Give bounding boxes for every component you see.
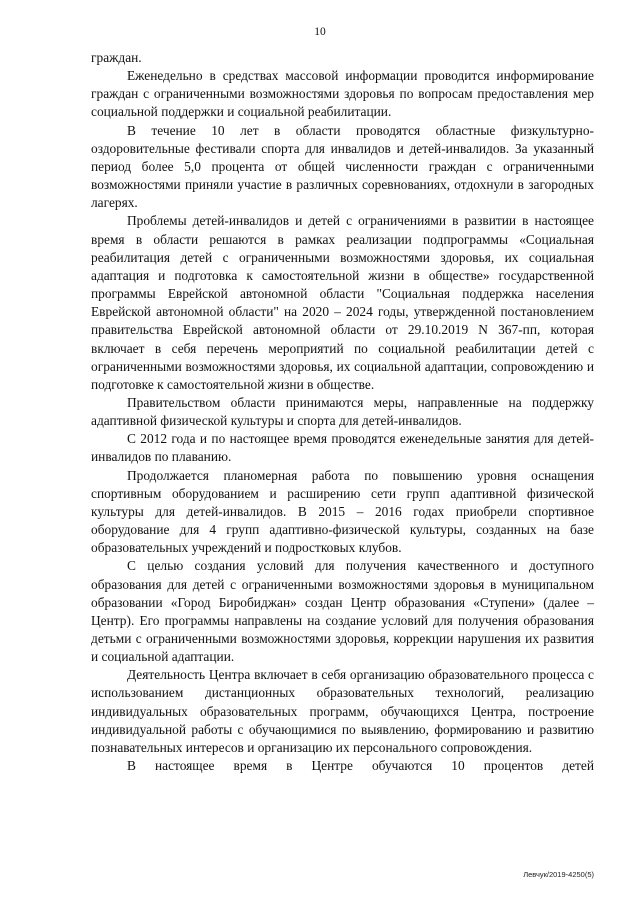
paragraph-subprogram: Проблемы детей-инвалидов и детей с ограничениями в развитии в настоящее время в области решаются в рамках реализации подпрограммы «Социальная реабилитация детей с ограниченными возможностями здоровья, их социальная адаптация и подготовка к самостоятельной жизни в обществе» государственной программы Еврейской автономной области "Социальная поддержка населения Еврейской автономной области" на 2020 – 2024 годы, утвержденной постановлением правительства Еврейской автономной области от 29.10.2019 N 367-пп, которая включает в себя перечень мероприятий по социальной реабилитации детей с ограниченными возможностями здоровья, их социальной адаптации, сопровождению и подготовке к самостоятельной жизни в обществе. [91,213,594,392]
paragraph-education-center: С целью создания условий для получения качественного и доступного образования для детей с ограниченными возможностями здоровья в муниципальном образовании «Город Биробиджан» создан Центр образования «Ступени» (далее – Центр). Его программы направлены на создание условий для получения образования детьми с ограниченными возможностями здоровья, коррекции нарушения их развития и социальной адаптации. [91,558,594,665]
page-number: 10 [314,26,326,38]
paragraph-center-activity: Деятельность Центра включает в себя организацию образовательного процесса с использованием дистанционных образовательных технологий, реализацию индивидуальных образовательных программ, обучающихся Центра, построение индивидуальной работы с обучающимися по выявлению, формированию и развитию познавательных интересов и организацию их персонального сопровождения. [91,667,594,755]
paragraph-government-measures: Правительством области принимаются меры, направленные на поддержку адаптивной физической культуры и спорта для детей-инвалидов. [91,394,594,429]
document-body [91,49,594,775]
paragraph-swimming: С 2012 года и по настоящее время проводятся еженедельные занятия для детей-инвалидов по плаванию. [91,431,594,465]
paragraph-sport-equipment: Продолжается планомерная работа по повышению уровня оснащения спортивным оборудованием и расширению сети групп адаптивной физической культуры для детей-инвалидов. В 2015 – 2016 годах приобрели спортивное оборудование для 4 групп адаптивно-физической культуры, созданных на базе образовательных учреждений и подростковых клубов. [91,467,594,556]
paragraph-continuation: граждан. [91,50,142,65]
paragraph-sport-festivals: В течение 10 лет в области проводятся областные физкультурно-оздоровительные фестивали спорта для инвалидов и детей-инвалидов. За указанный период более 5,0 процента от общей численности граждан с ограниченными возможностями приняли участие в различных соревнованиях, отдохнули в загородных лагерях. [91,122,594,211]
paragraph-center-students: В настоящее время в Центре обучаются 10 процентов детей [127,758,594,774]
paragraph-media-information: Еженедельно в средствах массовой информации проводится информирование граждан с ограниченными возможностями здоровья по вопросам предоставления мер социальной поддержки и социальной реабилитации. [91,68,594,120]
document-code: Левчук/2019-4250(5) [523,870,594,879]
